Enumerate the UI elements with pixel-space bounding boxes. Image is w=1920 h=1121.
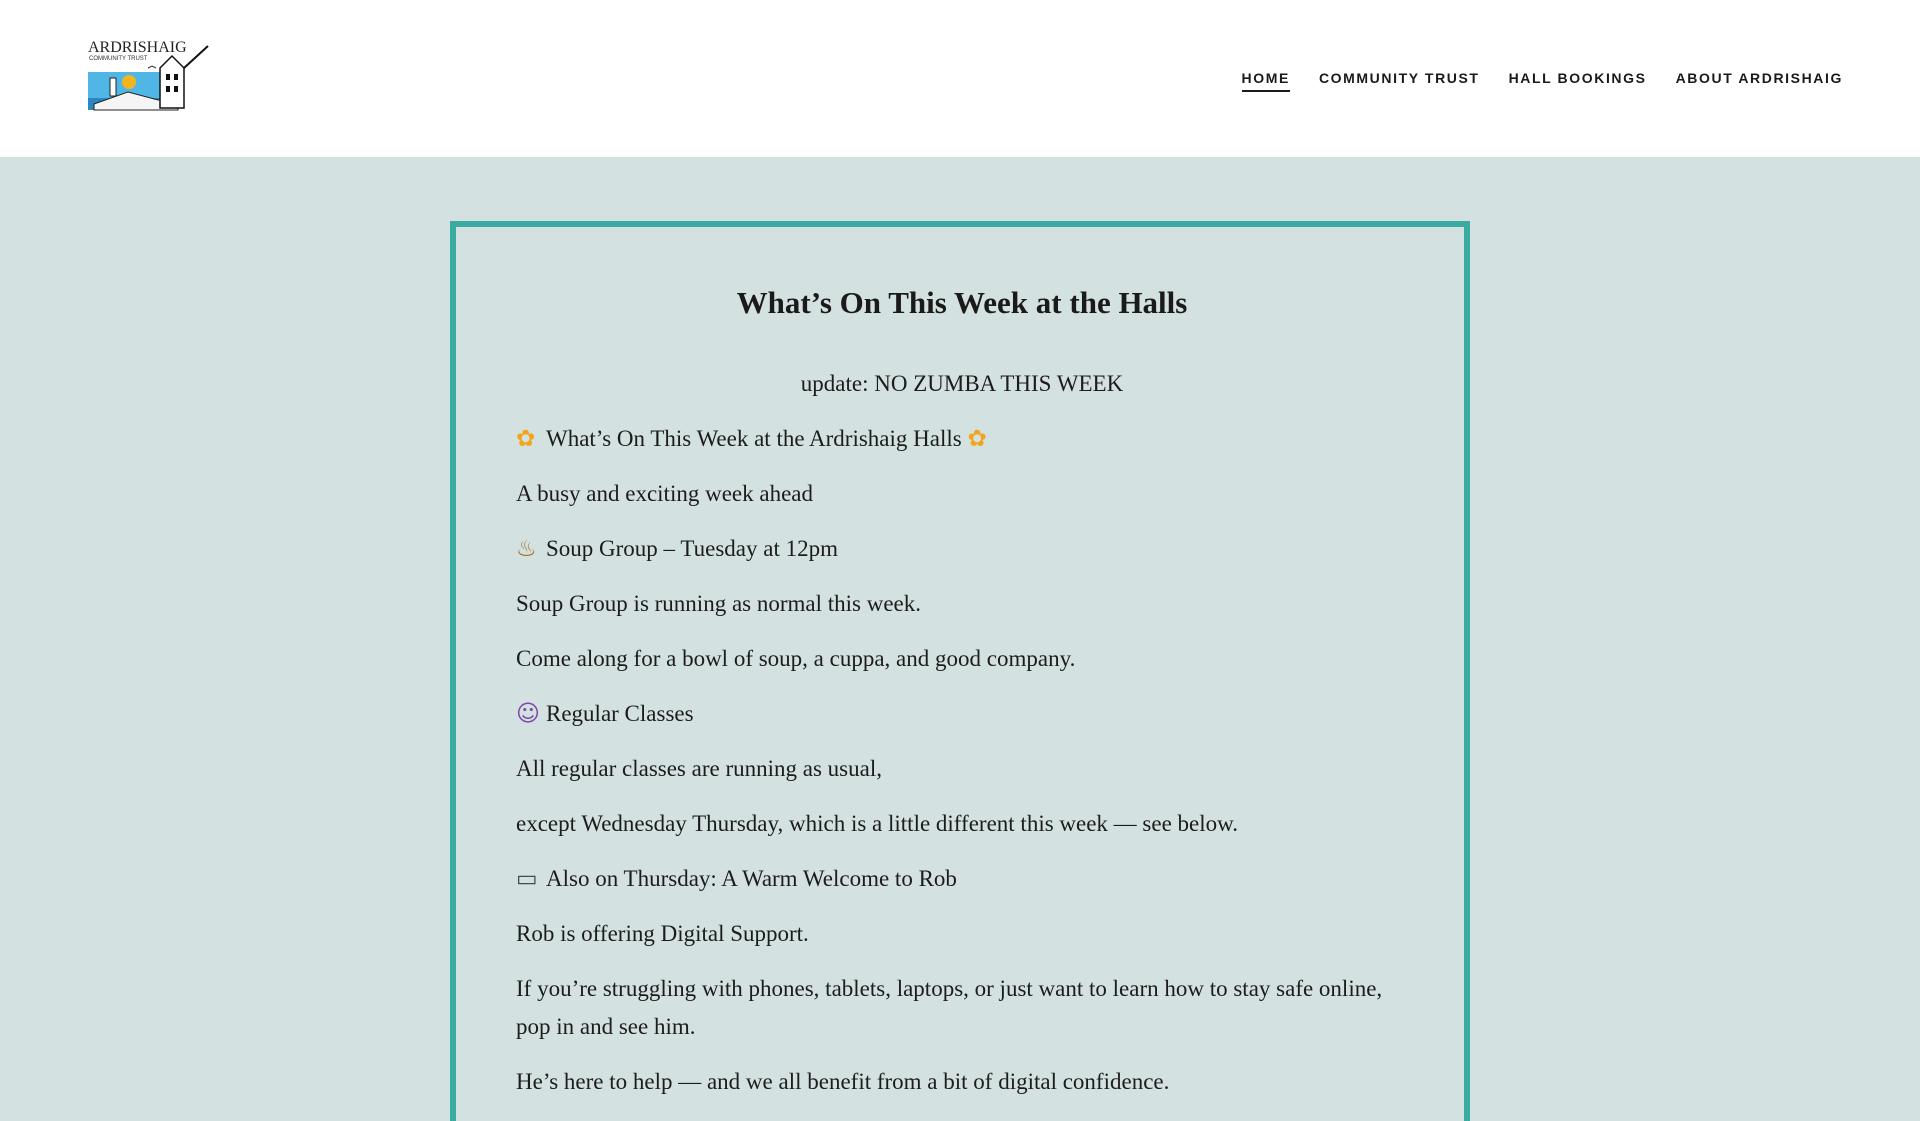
soup-text-2: Come along for a bowl of soup, a cuppa, and good company. bbox=[516, 646, 1076, 671]
soup-text-1: Soup Group is running as normal this week. bbox=[516, 591, 922, 616]
flower-icon: ✿ bbox=[516, 426, 536, 452]
laptop-icon: ▭ bbox=[516, 866, 538, 892]
logo-graphic bbox=[88, 38, 210, 112]
site-header bbox=[0, 0, 1920, 157]
intro-text: A busy and exciting week ahead bbox=[516, 481, 813, 506]
nav-home[interactable]: HOME bbox=[1242, 69, 1290, 92]
soup-heading: Soup Group – Tuesday at 12pm bbox=[546, 536, 838, 561]
digital-heading: Also on Thursday: A Warm Welcome to Rob bbox=[546, 866, 957, 891]
logo-title: ARDRISHAIG bbox=[88, 39, 187, 56]
digital-text-2: If you’re struggling with phones, tablets, laptops, or just want to learn how to stay safe online, pop in and see him. bbox=[516, 976, 1383, 1039]
logo-subtitle: COMMUNITY TRUST bbox=[89, 56, 148, 62]
intro-heading: What’s On This Week at the Ardrishaig Halls bbox=[546, 426, 962, 451]
article-title: What’s On This Week at the Halls bbox=[736, 285, 1188, 320]
classes-heading-line bbox=[516, 695, 1408, 733]
soup-pot-icon: ♨ bbox=[516, 536, 537, 562]
digital-heading-line bbox=[516, 860, 1408, 898]
intro-heading-line bbox=[516, 420, 1408, 458]
update-notice: update: NO ZUMBA THIS WEEK bbox=[800, 371, 1124, 396]
digital-text-3: He’s here to help — and we all benefit from a bit of digital confidence. bbox=[516, 1069, 1170, 1094]
nav-about-ardrishaig[interactable]: ABOUT ARDRISHAIG bbox=[1675, 70, 1843, 86]
classes-text-2: except Wednesday Thursday, which is a little different this week — see below. bbox=[516, 811, 1239, 836]
article-card bbox=[450, 221, 1470, 1121]
main-nav bbox=[1242, 69, 1843, 92]
yoga-person-icon: ☺ bbox=[516, 701, 540, 727]
article-body bbox=[456, 227, 1464, 1101]
classes-text-1: All regular classes are running as usual, bbox=[516, 756, 882, 781]
nav-hall-bookings[interactable]: HALL BOOKINGS bbox=[1508, 70, 1647, 86]
site-logo[interactable] bbox=[88, 38, 210, 112]
classes-heading: Regular Classes bbox=[546, 701, 694, 726]
soup-heading-line bbox=[516, 530, 1408, 568]
digital-text-1: Rob is offering Digital Support. bbox=[516, 921, 809, 946]
flower-icon: ✿ bbox=[967, 426, 987, 452]
nav-community-trust[interactable]: COMMUNITY TRUST bbox=[1318, 70, 1480, 86]
